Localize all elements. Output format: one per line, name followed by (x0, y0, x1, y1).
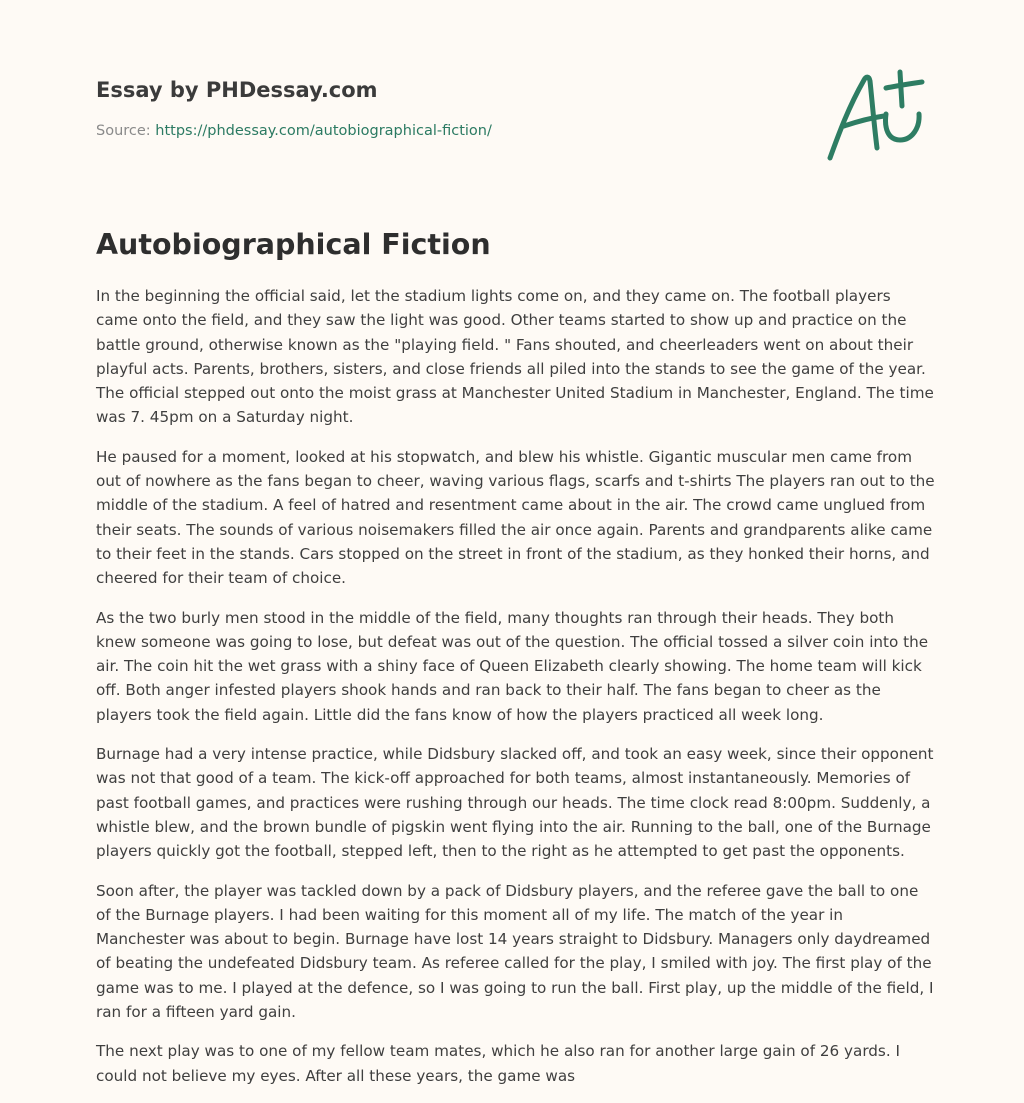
site-brand: Essay by PHDessay.com (96, 78, 378, 102)
a-plus-logo-icon (822, 66, 928, 166)
paragraph: He paused for a moment, looked at his stopwatch, and blew his whistle. Gigantic muscular men came from out of nowhere as the fans began to cheer, waving various flags, scarfs and t-shirts The players ran out to the middle of the stadium. A feel of hatred and resentment came about in the air. The crowd came unglued from their seats. The sounds of various noisemakers filled the air once again. Parents and grandparents alike came to their feet in the stands. Cars stopped on the street in front of the stadium, as they honked their horns, and cheered for their team of choice. (96, 447, 935, 588)
paragraph: Soon after, the player was tackled down by a pack of Didsbury players, and the referee gave the ball to one of the Burnage players. I had been waiting for this moment all of my life. The match of the year in Manchester was about to begin. Burnage have lost 14 years straight to Didsbury. Managers only daydreamed of beating the undefeated Didsbury team. As referee called for the play, I smiled with joy. The first play of the game was to me. I played at the defence, so I was going to run the ball. First play, up the middle of the field, I ran for a fifteen yard gain. (96, 881, 934, 1022)
source-label: Source: (96, 123, 151, 139)
essay-body (96, 284, 936, 1103)
paragraph: In the beginning the official said, let the stadium lights come on, and they came on. The football players came onto the field, and they saw the light was good. Other teams started to show up and practice on the battle ground, otherwise known as the "playing field. " Fans shouted, and cheerleaders went on about their playful acts. Parents, brothers, sisters, and close friends all piled into the stands to see the game of the year. The official stepped out onto the moist grass at Manchester United Stadium in Manchester, England. The time was 7. 45pm on a Saturday night. (96, 287, 934, 427)
source-link[interactable]: https://phdessay.com/autobiographical-fiction/ (155, 123, 492, 139)
paragraph: Burnage had a very intense practice, while Didsbury slacked off, and took an easy week, since their opponent was not that good of a team. The kick-off approached for both teams, almost instantaneously. Memories of past football games, and practices were rushing through our heads. The time clock read 8:00pm. Suddenly, a whistle blew, and the brown bundle of pigskin went flying into the air. Running to the ball, one of the Burnage players quickly got the football, stepped left, then to the right as he attempted to get past the opponents. (96, 745, 934, 861)
paragraph: The next play was to one of my fellow team mates, which he also ran for another large gain of 26 yards. I could not believe my eyes. After all these years, the game was (96, 1042, 900, 1085)
essay-title: Autobiographical Fiction (96, 228, 491, 261)
page-header (96, 76, 928, 141)
paragraph: As the two burly men stood in the middle of the field, many thoughts ran through their heads. They both knew someone was going to lose, but defeat was out of the question. The official tossed a silver coin into the air. The coin hit the wet grass with a shiny face of Queen Elizabeth clearly showing. The home team will kick off. Both anger infested players shook hands and ran back to their half. The fans began to cheer as the players took the field again. Little did the fans know of how the players practiced all week long. (96, 608, 929, 724)
source-line (96, 121, 928, 141)
